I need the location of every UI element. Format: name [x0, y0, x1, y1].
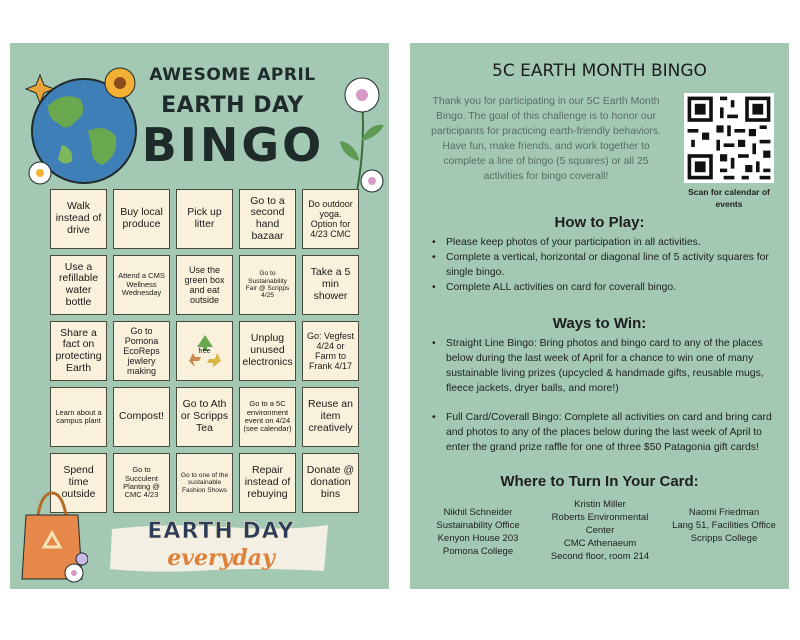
bingo-cell[interactable]: Unplug unused electronics — [239, 321, 296, 381]
bullet-icon: • — [432, 412, 436, 423]
contact-name: Kristin Miller — [574, 499, 626, 510]
flower-icon — [361, 170, 383, 192]
bullet-icon: • — [432, 338, 436, 349]
how-to-play-list — [432, 235, 777, 295]
sunflower-icon — [105, 68, 135, 98]
free-label: free — [198, 348, 211, 355]
bingo-cell[interactable]: Take a 5 min shower — [302, 255, 359, 315]
bingo-cell[interactable]: Learn about a campus plant — [50, 387, 107, 447]
bingo-cell[interactable]: Use a refillable water bottle — [50, 255, 107, 315]
list-item — [432, 250, 777, 280]
bullet-icon: • — [432, 237, 436, 248]
bingo-cell[interactable]: Go to Pomona EcoReps jewlery making — [113, 321, 170, 381]
qr-code-icon[interactable] — [684, 93, 774, 183]
bingo-cell[interactable]: Go to Sustainability Fair @ Scripps 4/25 — [239, 255, 296, 315]
page-title: 5C EARTH MONTH BINGO — [492, 61, 707, 81]
contact-line: Roberts Environmental Center — [551, 512, 649, 536]
bingo-cell[interactable]: Pick up litter — [176, 189, 233, 249]
bingo-cell[interactable]: Attend a CMS Wellness Wednesday — [113, 255, 170, 315]
intro-paragraph: Thank you for participating in our 5C Earth Month Bingo. The goal of this challenge is to honor our participants for practicing earth-friendly behaviors. Have fun, make friends, and work together to complete a line of bingo (5 squares) or all 25 activities for bingo coverall! — [431, 96, 661, 182]
tote-bag-illustration — [16, 489, 88, 585]
bingo-cell[interactable]: Go to Ath or Scripps Tea — [176, 387, 233, 447]
bingo-cell[interactable]: Do outdoor yoga. Option for 4/23 CMC — [302, 189, 359, 249]
title-line-earth-day: EARTH DAY — [161, 93, 304, 118]
flower-icon — [345, 78, 379, 112]
list-item — [432, 280, 777, 295]
bingo-cell[interactable]: Repair instead of rebuying — [239, 453, 296, 513]
contact-block — [418, 506, 538, 558]
bingo-grid — [50, 189, 360, 513]
qr-caption: Scan for calendar of events — [688, 187, 770, 209]
contact-line: CMC Athenaeum — [563, 538, 637, 549]
flower-icon — [65, 564, 83, 582]
bingo-cell[interactable]: Reuse an item creatively — [302, 387, 359, 447]
list-item-text: Please keep photos of your participation in all activities. — [446, 237, 701, 248]
where-to-turn-in-heading: Where to Turn In Your Card: — [500, 473, 699, 490]
list-item-text: Full Card/Coverall Bingo: Complete all activities on card and bring card and photos to any of the places below during the last week of April to enter the grand prize raffle for one of three $50 Patagonia gift cards! — [446, 412, 772, 453]
slogan-everyday: everyday — [167, 545, 275, 571]
bingo-cell[interactable]: Go to one of the sustainable Fashion Shows — [176, 453, 233, 513]
contact-name: Naomi Friedman — [688, 507, 760, 518]
bingo-cell[interactable]: Donate @ donation bins — [302, 453, 359, 513]
bingo-cell[interactable]: Compost! — [113, 387, 170, 447]
bullet-icon: • — [432, 282, 436, 293]
how-to-play-heading: How to Play: — [554, 214, 645, 231]
bingo-free-space[interactable] — [176, 321, 233, 381]
bingo-cell[interactable]: Buy local produce — [113, 189, 170, 249]
bingo-cell[interactable]: Go: Vegfest 4/24 or Farm to Frank 4/17 — [302, 321, 359, 381]
title-bingo: BINGO — [141, 118, 325, 172]
contact-line: Scripps College — [690, 533, 758, 544]
list-item-text: Complete a vertical, horizontal or diagonal line of 5 activity squares for single bingo. — [446, 252, 769, 278]
bingo-cell[interactable]: Go to a second hand bazaar — [239, 189, 296, 249]
bingo-cell[interactable]: Go to Succulent Planting @ CMC 4/23 — [113, 453, 170, 513]
list-item — [432, 410, 777, 455]
contact-name: Nikhil Schneider — [443, 507, 513, 518]
bingo-cell[interactable]: Walk instead of drive — [50, 189, 107, 249]
contact-line: Sustainability Office — [436, 520, 520, 531]
slogan-earth-day: EARTH DAY — [147, 519, 295, 544]
contact-block — [540, 498, 660, 563]
bingo-card-front — [10, 43, 389, 589]
flower-icon — [76, 553, 88, 565]
bingo-cell[interactable]: Spend time outside — [50, 453, 107, 513]
list-item-text: Complete ALL activities on card for coverall bingo. — [446, 282, 677, 293]
title-line-awesome-april: AWESOME APRIL — [149, 65, 316, 85]
bingo-cell[interactable]: Share a fact on protecting Earth — [50, 321, 107, 381]
list-item — [432, 235, 777, 250]
contact-block — [664, 506, 784, 545]
ways-to-win-list — [432, 336, 777, 469]
contact-line: Second floor, room 214 — [550, 551, 650, 562]
list-item — [432, 336, 777, 396]
bingo-card-back — [410, 43, 789, 589]
bingo-cell[interactable]: Use the green box and eat outside — [176, 255, 233, 315]
daisy-icon — [29, 162, 51, 184]
ways-to-win-heading: Ways to Win: — [552, 315, 647, 332]
bullet-icon: • — [432, 252, 436, 263]
list-item-text: Straight Line Bingo: Bring photos and bingo card to any of the places below during the last week of April for a chance to win one of many sustainable living prizes (upcycled & handmade gifts, reusable mugs, fleece jackets, dryer balls, and more!) — [446, 338, 764, 394]
contact-line: Pomona College — [442, 546, 514, 557]
earth-globe-illustration — [18, 61, 148, 191]
contact-line: Kenyon House 203 — [437, 533, 519, 544]
bingo-cell[interactable]: Go to a 5C environment event on 4/24 (see calendar) — [239, 387, 296, 447]
contact-line: Lang 51, Facilities Office — [672, 520, 776, 531]
